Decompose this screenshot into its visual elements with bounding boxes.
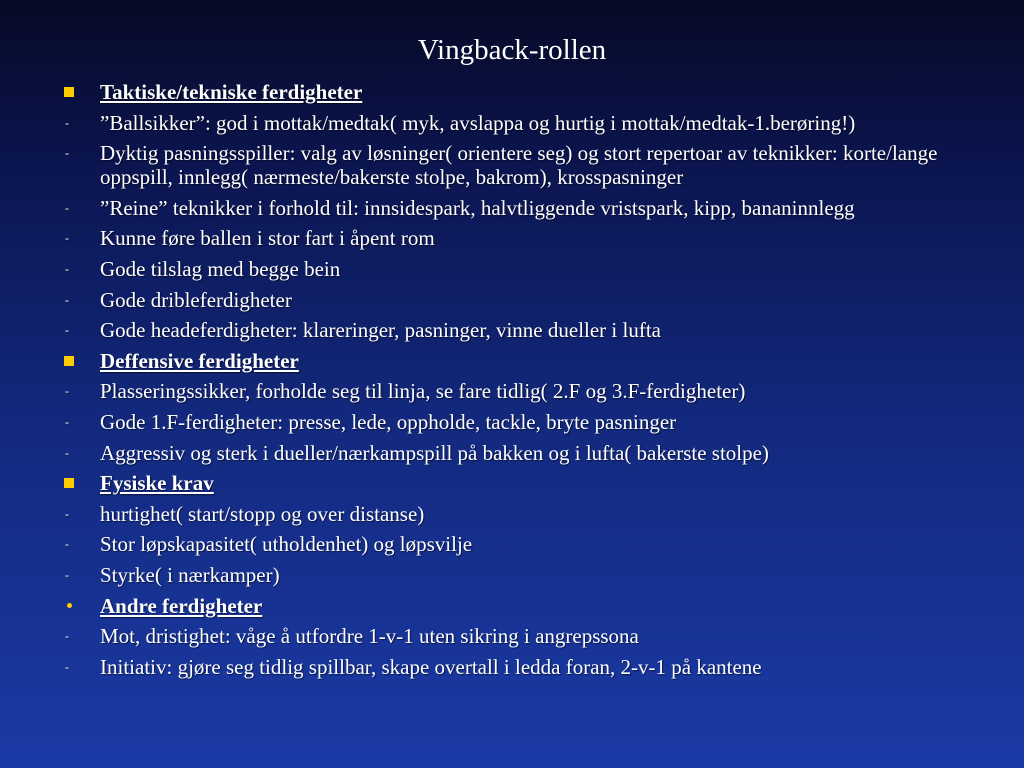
dash-bullet-icon: [60, 502, 74, 526]
list-item-text: ”Ballsikker”: god i mottak/medtak( myk, avslappa og hurtig i mottak/medtak-1.berøring!): [100, 110, 856, 135]
list-item-text: ”Reine” teknikker i forhold til: innsidespark, halvtliggende vristspark, kipp, bananinnlegg: [100, 195, 855, 220]
dash-bullet-icon: [60, 226, 74, 250]
list-item-text: Initiativ: gjøre seg tidlig spillbar, skape overtall i ledda foran, 2-v-1 på kantene: [100, 654, 762, 679]
dash-bullet-icon: [60, 196, 74, 220]
dash-bullet-icon: [60, 141, 74, 165]
list-item: [56, 196, 976, 220]
section-heading: [56, 471, 976, 495]
list-item: [56, 655, 976, 679]
list-item: [56, 532, 976, 556]
list-item-text: Gode dribleferdigheter: [100, 287, 292, 312]
list-item-text: Gode 1.F-ferdigheter: presse, lede, oppholde, tackle, bryte pasninger: [100, 409, 677, 434]
dash-bullet-icon: [60, 532, 74, 556]
section-heading-text: Deffensive ferdigheter: [100, 348, 299, 373]
list-item-text: Styrke( i nærkamper): [100, 562, 280, 587]
list-item: [56, 257, 976, 281]
list-item-text: Aggressiv og sterk i dueller/nærkampspill på bakken og i lufta( bakerste stolpe): [100, 440, 769, 465]
dash-bullet-icon: [60, 288, 74, 312]
list-item: [56, 226, 976, 250]
section-heading: [56, 80, 976, 104]
list-item-text: Plasseringssikker, forholde seg til linja, se fare tidlig( 2.F og 3.F-ferdigheter): [100, 379, 746, 404]
list-item: [56, 563, 976, 587]
square-bullet-icon: [62, 80, 76, 104]
list-item: [56, 624, 976, 648]
square-bullet-icon: [62, 471, 76, 495]
dash-bullet-icon: [60, 379, 74, 403]
bullet-list: [56, 80, 976, 685]
list-item: [56, 441, 976, 465]
slide-title: Vingback-rollen: [417, 34, 607, 66]
dash-bullet-icon: [60, 257, 74, 281]
dot-bullet-icon: [62, 594, 76, 618]
list-item-text: Gode headeferdigheter: klareringer, pasninger, vinne dueller i lufta: [100, 318, 661, 343]
section-heading-text: Fysiske krav: [100, 471, 214, 496]
list-item: [56, 502, 976, 526]
list-item: [56, 410, 976, 434]
dash-bullet-icon: [60, 624, 74, 648]
list-item-text: Dyktig pasningsspiller: valg av løsninger( orientere seg) og stort repertoar av teknikker: korte/lange oppspill, innlegg( nærmeste/bakerste stolpe, bakrom), krosspasninger: [100, 141, 938, 190]
list-item: [56, 111, 976, 135]
section-heading-text: Taktiske/tekniske ferdigheter: [100, 80, 363, 104]
section-heading-text: Andre ferdigheter: [100, 593, 263, 618]
dash-bullet-icon: [60, 410, 74, 434]
list-item: [56, 141, 976, 189]
list-item-text: Stor løpskapasitet( utholdenhet) og løpsvilje: [100, 532, 473, 557]
dash-bullet-icon: [60, 563, 74, 587]
dash-bullet-icon: [60, 655, 74, 679]
section-heading: [56, 349, 976, 373]
section-heading: [56, 594, 976, 618]
list-item-text: Mot, dristighet: våge å utfordre 1-v-1 uten sikring i angrepssona: [100, 624, 639, 649]
square-bullet-icon: [62, 349, 76, 373]
dash-bullet-icon: [60, 318, 74, 342]
dash-bullet-icon: [60, 441, 74, 465]
dash-bullet-icon: [60, 111, 74, 135]
list-item-text: Kunne føre ballen i stor fart i åpent rom: [100, 226, 435, 251]
list-item: [56, 318, 976, 342]
list-item-text: hurtighet( start/stopp og over distanse): [100, 501, 425, 526]
list-item: [56, 379, 976, 403]
list-item-text: Gode tilslag med begge bein: [100, 256, 341, 281]
list-item: [56, 288, 976, 312]
